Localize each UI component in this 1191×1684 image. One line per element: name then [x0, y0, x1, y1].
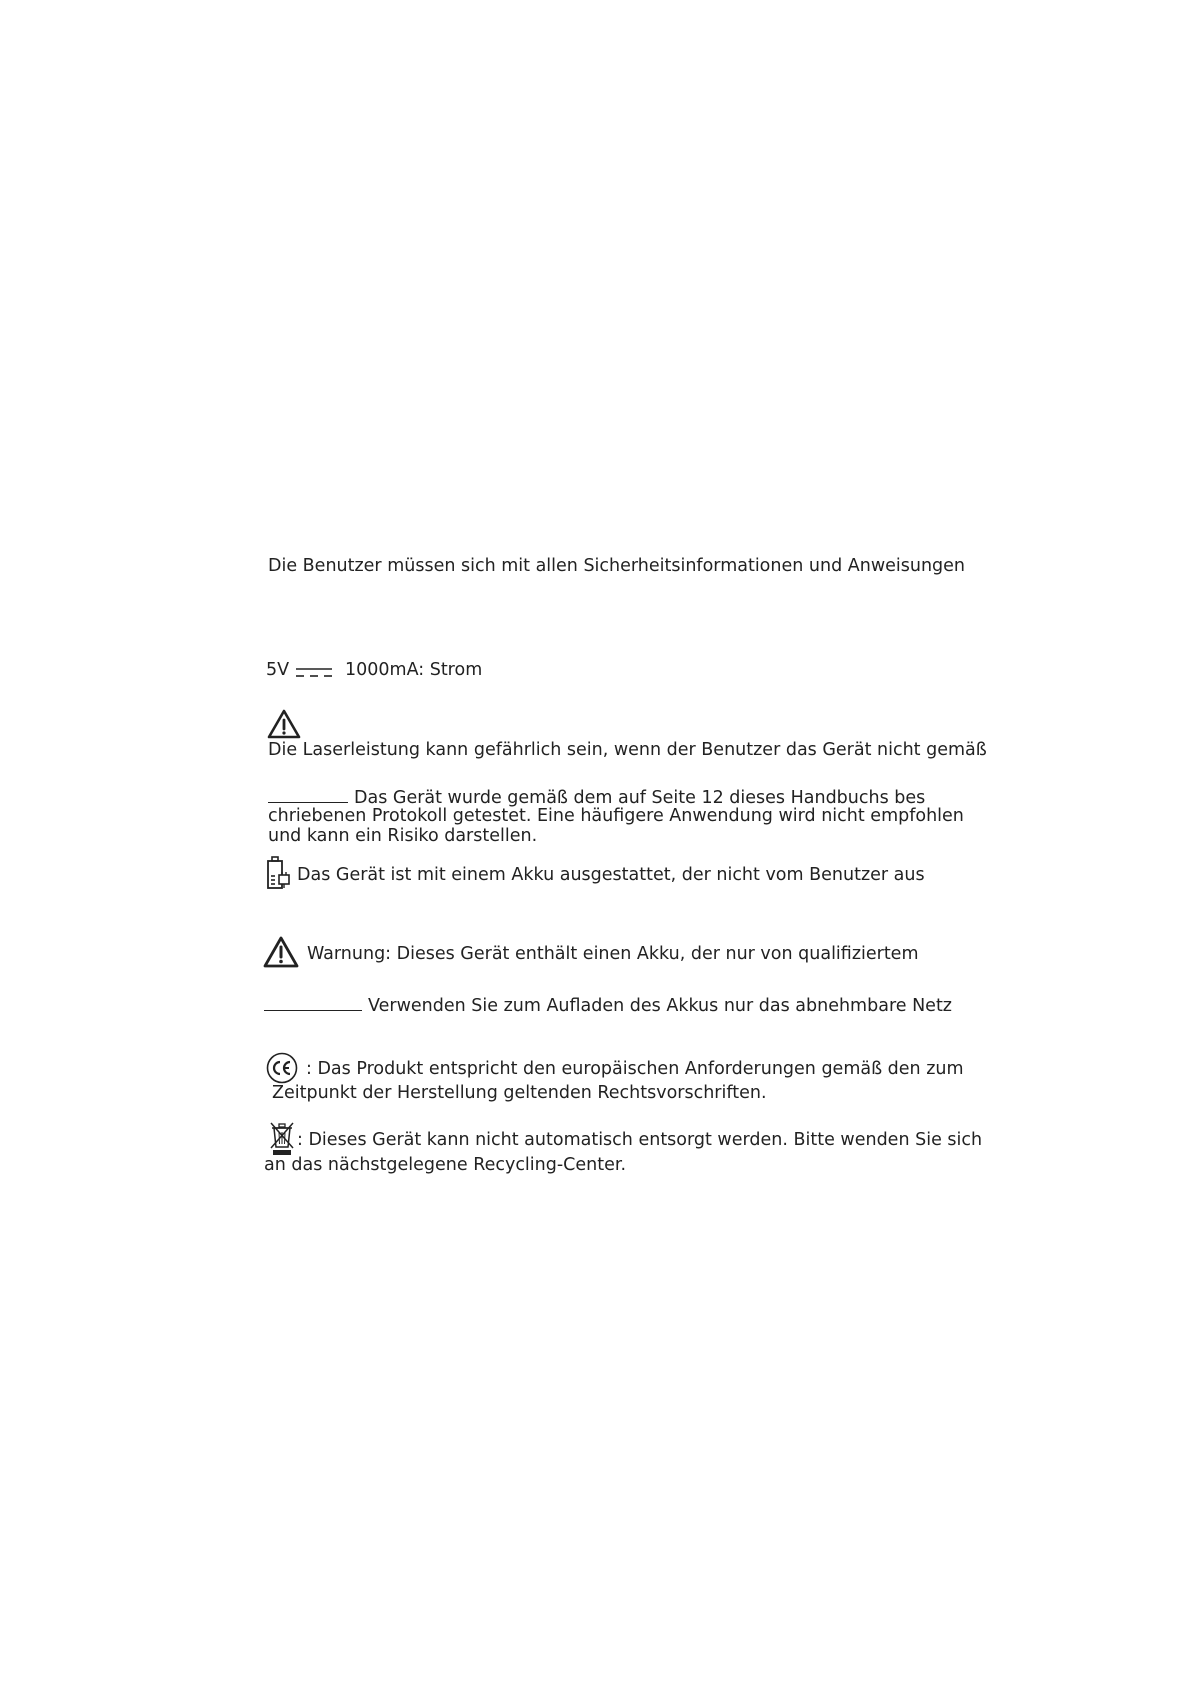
warning-triangle-icon — [266, 708, 302, 740]
protocol-line-2: chriebenen Protokoll getestet. Eine häufigere Anwendung wird nicht empfohlen — [268, 806, 964, 826]
dc-current-symbol — [296, 664, 332, 680]
crossed-bin-icon — [268, 1120, 296, 1156]
ce-text-2: Zeitpunkt der Herstellung geltenden Rechtsvorschriften. — [272, 1083, 767, 1103]
laser-warning-text: Die Laserleistung kann gefährlich sein, wenn der Benutzer das Gerät nicht gemäß — [268, 740, 987, 760]
battery-text: Das Gerät ist mit einem Akku ausgestattet, der nicht vom Benutzer aus — [297, 865, 925, 885]
warning-triangle-icon — [262, 935, 300, 969]
blank-underline — [264, 994, 362, 1011]
power-current: 1000mA: Strom — [345, 660, 483, 680]
blank-underline — [268, 786, 348, 803]
charging-line — [264, 994, 952, 1017]
ce-mark-icon — [266, 1052, 298, 1084]
protocol-text-1: Das Gerät wurde gemäß dem auf Seite 12 dieses Handbuchs bes — [354, 788, 926, 808]
disposal-text-1: : Dieses Gerät kann nicht automatisch entsorgt werden. Bitte wenden Sie sich — [297, 1130, 983, 1150]
protocol-line-3: und kann ein Risiko darstellen. — [268, 826, 538, 846]
battery-warning-text: Warnung: Dieses Gerät enthält einen Akku, der nur von qualifiziertem — [307, 944, 919, 964]
intro-text: Die Benutzer müssen sich mit allen Sicherheitsinformationen und Anweisungen — [268, 556, 966, 576]
power-voltage: 5V — [266, 660, 290, 680]
battery-icon — [266, 856, 292, 890]
ce-text-1: : Das Produkt entspricht den europäischen Anforderungen gemäß den zum — [306, 1059, 964, 1079]
disposal-text-2: an das nächstgelegene Recycling-Center. — [264, 1155, 627, 1175]
charging-text: Verwenden Sie zum Aufladen des Akkus nur das abnehmbare Netz — [368, 996, 952, 1016]
